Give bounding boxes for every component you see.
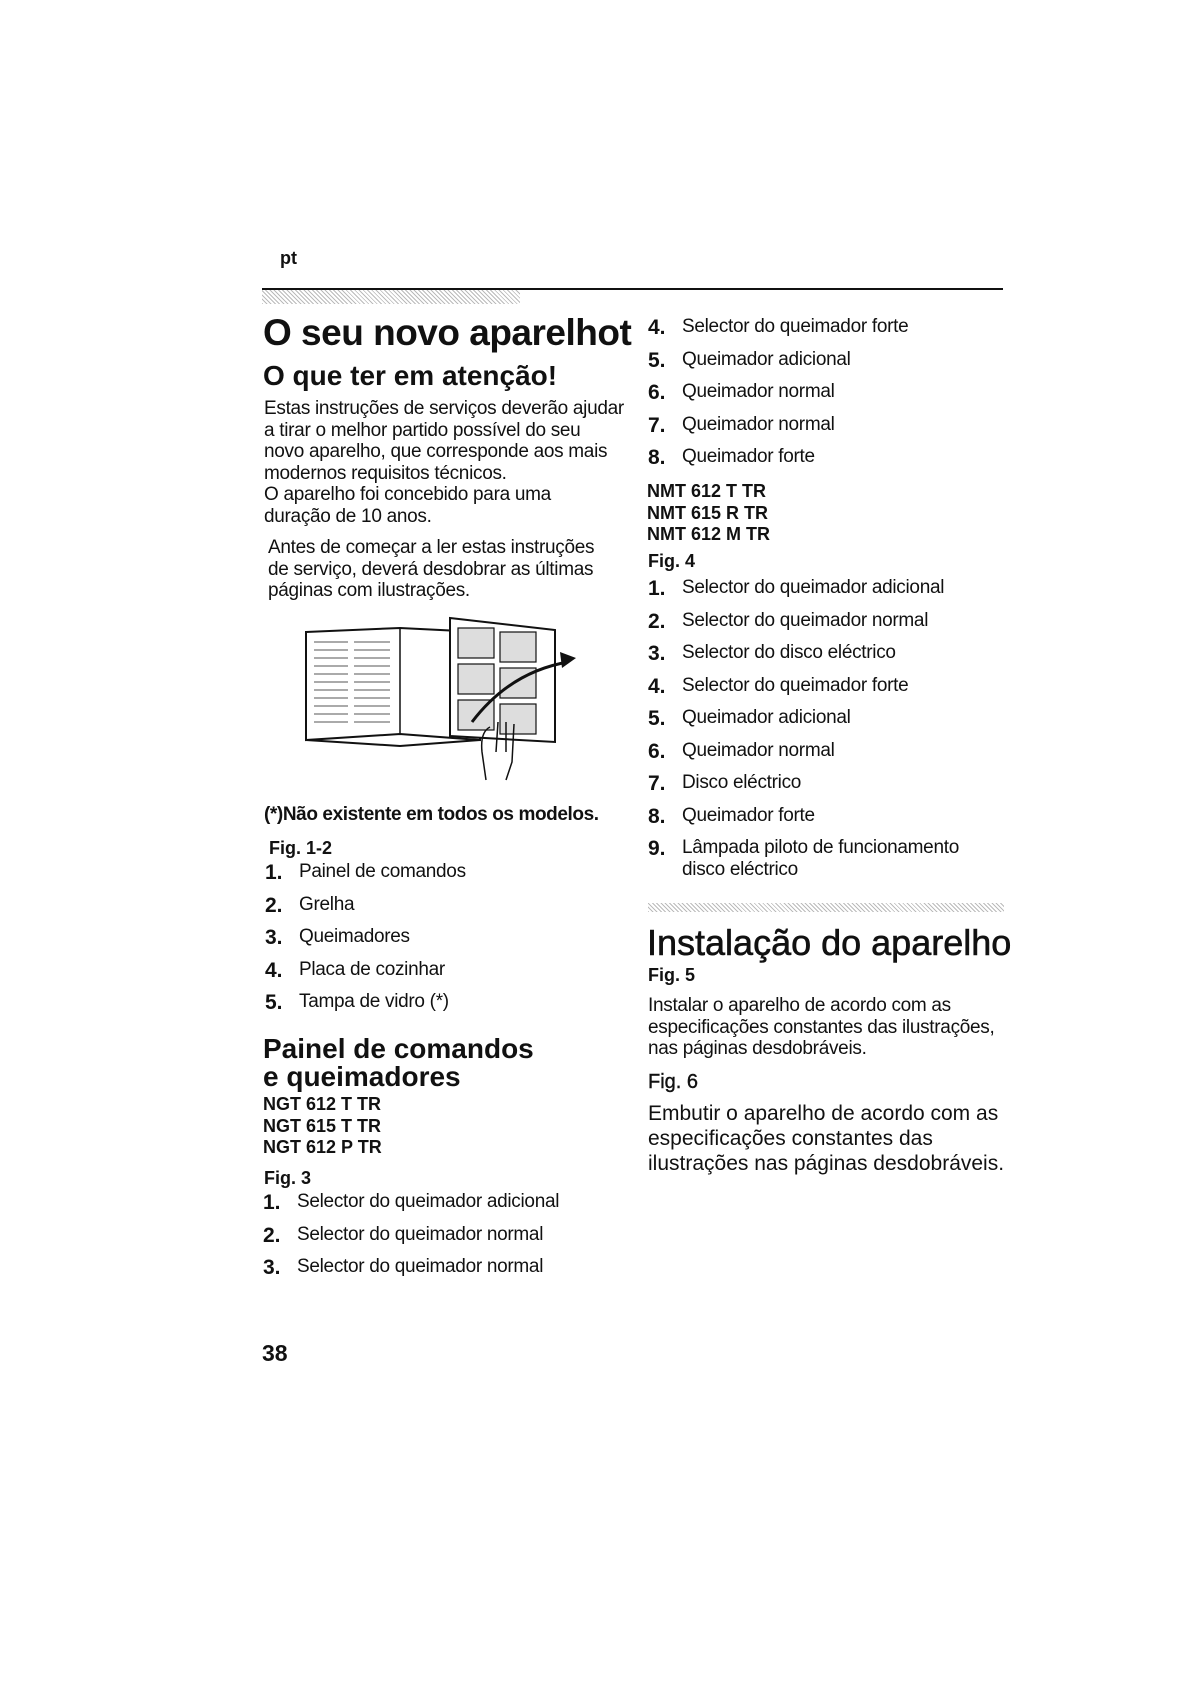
item-text: Queimadores <box>299 926 410 947</box>
item-number: 5. <box>648 348 666 372</box>
model-name: NMT 612 M TR <box>647 524 771 544</box>
item-number: 3. <box>263 1256 281 1279</box>
list-item <box>648 414 988 447</box>
list-item <box>263 1224 623 1257</box>
fig-3-list-continued <box>648 316 988 479</box>
language-code: pt <box>280 248 297 268</box>
item-number: 9. <box>648 837 666 860</box>
item-text: Queimador adicional <box>682 707 851 728</box>
item-number: 2. <box>263 1223 281 1247</box>
item-number: 5. <box>648 707 666 730</box>
intro-foldout: Antes de começar a ler estas instruções de serviço, deverá desdobrar as últimas páginas com ilustrações. <box>268 537 595 601</box>
ngt-model-list <box>263 1094 382 1159</box>
list-item <box>648 772 988 805</box>
page-number: 38 <box>262 1340 288 1366</box>
list-item <box>648 577 988 610</box>
item-number: 6. <box>648 739 666 763</box>
section-title-line1: Painel de comandos <box>263 1033 534 1064</box>
list-item <box>648 805 988 838</box>
item-text: Disco eléctrico <box>682 772 802 793</box>
model-name: NGT 615 T TR <box>263 1115 382 1136</box>
fig-5-label: Fig. 5 <box>648 965 696 985</box>
item-text: Selector do queimador normal <box>297 1223 544 1245</box>
item-text: Painel de comandos <box>299 861 466 882</box>
list-item <box>648 675 988 708</box>
fig-6-label: Fig. 6 <box>648 1071 699 1093</box>
list-item <box>648 446 988 479</box>
item-text: Queimador forte <box>682 446 815 467</box>
model-name: NGT 612 P TR <box>263 1137 382 1157</box>
item-text: Selector do queimador adicional <box>297 1191 560 1212</box>
item-number: 3. <box>265 926 283 949</box>
item-number: 1. <box>648 577 666 600</box>
item-number: 8. <box>648 804 666 828</box>
list-item <box>265 894 605 927</box>
fig-1-2-label: Fig. 1-2 <box>269 838 333 858</box>
list-item <box>263 1256 623 1289</box>
fig-3-label: Fig. 3 <box>264 1168 312 1188</box>
item-number: 1. <box>263 1191 281 1214</box>
item-number: 3. <box>648 642 666 665</box>
section-subtitle: O que ter em atenção! <box>263 360 558 391</box>
item-number: 7. <box>648 413 666 437</box>
foldout-pages-illustration <box>300 612 590 784</box>
item-text: Selector do queimador adicional <box>682 577 945 598</box>
fig-3-list <box>263 1191 623 1289</box>
item-text: Queimador forte <box>682 804 815 826</box>
item-text: Selector do queimador forte <box>682 316 909 337</box>
list-item <box>648 707 988 740</box>
header-hatch-bar <box>262 290 520 304</box>
list-item <box>265 991 605 1024</box>
item-text: Queimador normal <box>682 739 835 761</box>
intro-lifetime: O aparelho foi concebido para uma duração de 10 anos. <box>264 484 551 527</box>
fig-1-2-list <box>265 861 605 1024</box>
item-text: Queimador normal <box>682 381 835 402</box>
item-number: 8. <box>648 446 666 469</box>
item-number: 2. <box>265 893 283 917</box>
item-text: Grelha <box>299 893 355 915</box>
install-title: Instalação do aparelho <box>647 922 1012 963</box>
install-paragraph: Instalar o aparelho de acordo com as especificações constantes das ilustrações, nas páginas desdobráveis. <box>648 995 995 1059</box>
list-item <box>648 349 988 382</box>
model-name: NMT 615 R TR <box>647 502 769 523</box>
list-item <box>263 1191 623 1224</box>
embed-paragraph: Embutir o aparelho de acordo com as especificações constantes das ilustrações nas páginas desdobráveis. <box>648 1102 1005 1175</box>
item-text: Queimador adicional <box>682 348 851 370</box>
intro-paragraph: Estas instruções de serviços deverão ajudar a tirar o melhor partido possível do seu novo aparelho, que corresponde aos mais modernos requisitos técnicos. <box>264 398 624 484</box>
item-number: 2. <box>648 609 666 633</box>
item-text: Selector do queimador normal <box>297 1256 544 1277</box>
item-text: Selector do disco eléctrico <box>682 642 896 663</box>
item-number: 6. <box>648 381 666 404</box>
model-name: NGT 612 T TR <box>263 1094 382 1114</box>
list-item <box>648 316 988 349</box>
nmt-model-list <box>647 481 770 546</box>
section-title-line2: e queimadores <box>263 1061 461 1092</box>
list-item <box>648 642 988 675</box>
item-number: 4. <box>648 674 666 698</box>
fig-4-label: Fig. 4 <box>648 551 696 571</box>
footnote-not-all-models: (*)Não existente em todos os modelos. <box>264 804 599 825</box>
item-text: Selector do queimador forte <box>682 674 909 696</box>
item-text: Queimador normal <box>682 413 835 435</box>
item-number: 4. <box>265 958 283 982</box>
model-name: NMT 612 T TR <box>647 481 767 501</box>
list-item <box>265 926 605 959</box>
item-text: Tampa de vidro (*) <box>299 991 449 1012</box>
item-text: Placa de cozinhar <box>299 958 445 980</box>
list-item <box>648 610 988 643</box>
item-number: 4. <box>648 316 666 339</box>
item-number: 1. <box>265 861 283 884</box>
list-item <box>648 381 988 414</box>
item-number: 7. <box>648 772 666 795</box>
list-item <box>265 959 605 992</box>
list-item <box>648 837 988 881</box>
page-title: O seu novo aparelhot <box>263 312 632 353</box>
section-hatch-bar <box>648 903 1004 912</box>
item-text: Selector do queimador normal <box>682 609 929 631</box>
item-number: 5. <box>265 991 283 1014</box>
list-item <box>265 861 605 894</box>
list-item <box>648 740 988 773</box>
fig-4-list <box>648 577 988 881</box>
item-text: Lâmpada piloto de funcionamento disco eléctrico <box>682 837 959 880</box>
